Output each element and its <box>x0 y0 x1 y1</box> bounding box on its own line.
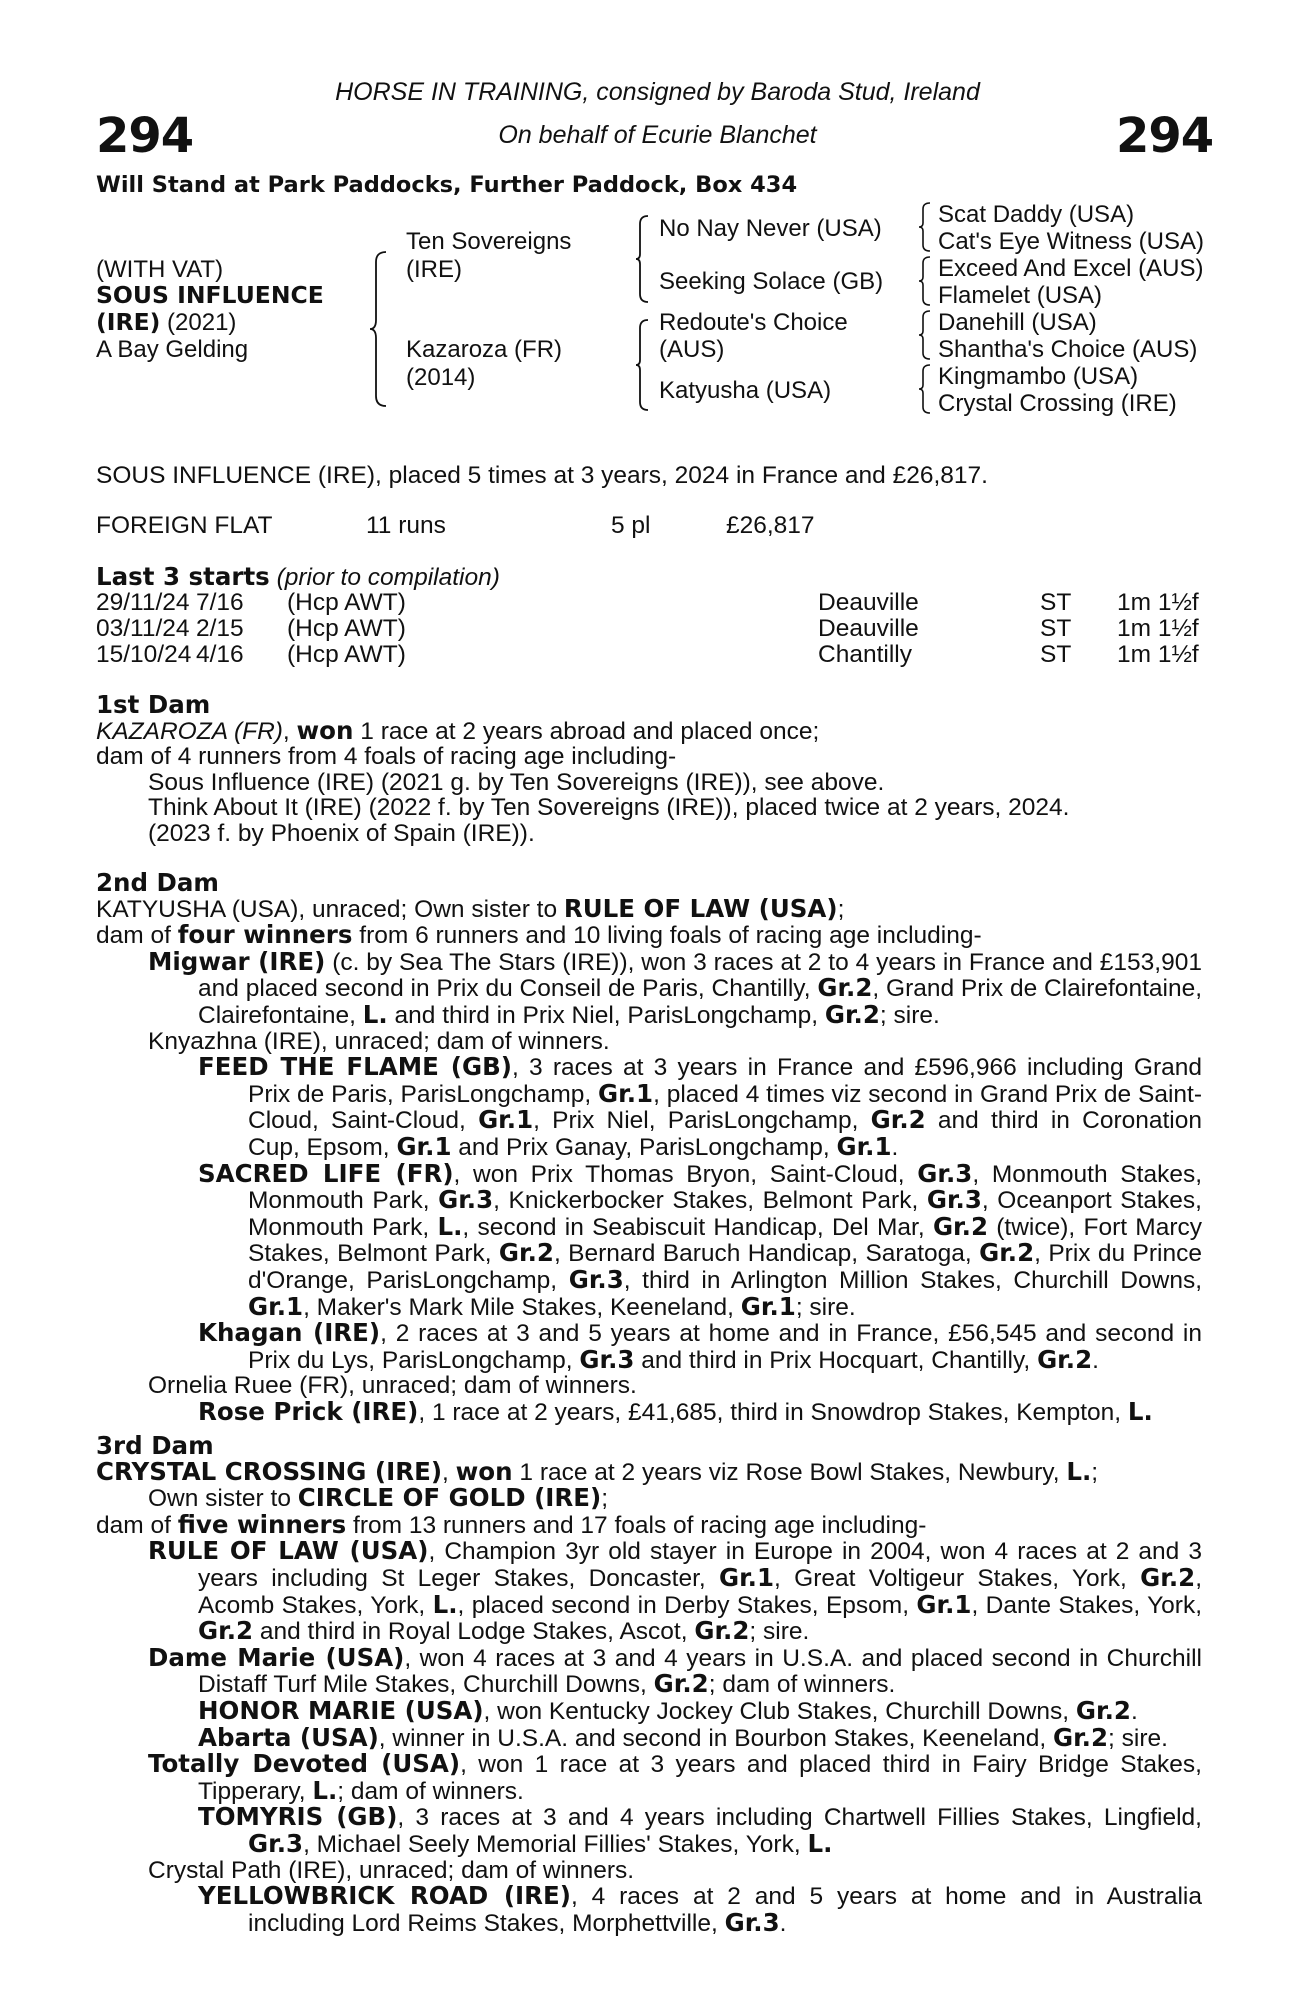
sep: , <box>282 717 297 745</box>
sibling-name: CIRCLE OF GOLD (IRE) <box>297 1483 602 1513</box>
text: dam of <box>96 1511 178 1539</box>
grade: Gr.3 <box>568 1264 624 1294</box>
produce-item: Think About It (IRE) (2022 f. by Ten Sovereigns (IRE)), placed twice at 2 years, 2024. <box>148 794 1070 822</box>
horse-origin: (IRE) <box>96 308 161 336</box>
text: , 2 races at 3 and 5 years at home and in France, £56,545 and second in Prix du Lys, ParisLongchamp, <box>248 1320 1202 1374</box>
lot-number-left: 294 <box>96 108 194 164</box>
text: , Knickerbocker Stakes, Belmont Park, <box>493 1187 927 1215</box>
start-course: Chantilly <box>818 641 912 668</box>
grandsire-2-origin: (AUS) <box>659 336 725 363</box>
produce-item: (2023 f. by Phoenix of Spain (IRE)). <box>148 819 535 847</box>
text: and third in Prix Hocquart, Chantilly, <box>634 1346 1038 1374</box>
record-earnings: £26,817 <box>726 512 815 539</box>
start-race: (Hcp AWT) <box>287 589 406 616</box>
produce-rule-of-law <box>96 1538 1202 1644</box>
grandsire-1: No Nay Never (USA) <box>659 215 882 242</box>
dam-year: (2014) <box>406 364 476 391</box>
sep: , <box>442 1458 456 1486</box>
produce-sacred-life <box>96 1158 1203 1321</box>
third-dam-section <box>96 1433 1202 1936</box>
first-dam-line <box>96 715 1202 745</box>
text: ; sire. <box>749 1618 810 1646</box>
text: , Prix Niel, ParisLongchamp, <box>533 1107 871 1135</box>
text: . <box>1130 1697 1138 1725</box>
text: , Michael Seely Memorial Fillies' Stakes, York, <box>303 1830 808 1858</box>
text: , Prix du Prince d'Orange, ParisLongchamp, <box>248 1240 1202 1294</box>
grade: Gr.2 <box>198 1616 254 1646</box>
record-label: FOREIGN FLAT <box>96 512 273 539</box>
grade: Gr.1 <box>396 1131 452 1161</box>
grade: Gr.2 <box>824 999 880 1029</box>
ggparent-6: Shantha's Choice (AUS) <box>938 336 1198 363</box>
grade: L. <box>362 999 388 1029</box>
grade: Gr.3 <box>248 1828 304 1858</box>
text: , 3 races at 3 and 4 years including Chartwell Fillies Stakes, Lingfield, <box>397 1804 1202 1832</box>
grade: Gr.2 <box>1140 1562 1196 1592</box>
produce-item: Sous Influence (IRE) (2021 g. by Ten Sovereigns (IRE)), see above. <box>148 768 885 796</box>
vat-note: (WITH VAT) <box>96 256 224 283</box>
produce-yellowbrick-road <box>96 1883 1202 1936</box>
grade: Gr.2 <box>870 1105 926 1135</box>
horse-name: FEED THE FLAME (GB) <box>198 1052 512 1082</box>
text: ; sire. <box>879 1001 940 1029</box>
race-summary: SOUS INFLUENCE (IRE), placed 5 times at 3 years, 2024 in France and £26,817. <box>96 462 988 489</box>
text: , Dante Stakes, York, <box>971 1591 1202 1619</box>
grade: Gr.2 <box>817 973 873 1003</box>
horse-name: Totally Devoted (USA) <box>148 1749 461 1779</box>
horse-name: TOMYRIS (GB) <box>198 1802 398 1832</box>
record-runs: 11 runs <box>366 512 446 539</box>
text: and third in Coronation Cup, Epsom, <box>248 1107 1202 1161</box>
sibling-name: RULE OF LAW (USA) <box>563 893 838 923</box>
text: , placed second in Derby Stakes, Epsom, <box>457 1591 917 1619</box>
ggp-brace-2 <box>918 255 932 307</box>
dam-brace <box>634 318 650 412</box>
start-dist: 1m 1½f <box>1117 641 1199 668</box>
start-row <box>96 616 1206 642</box>
horse-name: YELLOWBRICK ROAD (IRE) <box>198 1881 571 1911</box>
text: (twice), Fort Marcy Stakes, Belmont Park, <box>248 1213 1202 1268</box>
text: , 3 races at 3 years in France and £596,966 including Grand Prix de Paris, ParisLongchamp, <box>248 1054 1202 1108</box>
text: , Monmouth Stakes, Monmouth Park, <box>248 1160 1202 1215</box>
grade: Gr.2 <box>498 1238 554 1268</box>
text: and third in Prix Niel, ParisLongchamp, <box>387 1001 825 1029</box>
start-surface: ST <box>1040 615 1072 642</box>
produce-abarta <box>96 1722 1202 1752</box>
text: , Grand Prix de Clairefontaine, Clairefontaine, <box>198 975 1202 1029</box>
text: . <box>1092 1346 1099 1374</box>
text: from 13 runners and 17 foals of racing age including- <box>346 1511 927 1539</box>
start-course: Deauville <box>818 615 919 642</box>
produce-khagan <box>96 1320 1202 1373</box>
last-starts-table <box>96 590 1206 668</box>
produce-tomyris <box>96 1804 1202 1857</box>
won-label: won <box>296 715 354 745</box>
text: and third in Royal Lodge Stakes, Ascot, <box>253 1618 695 1646</box>
sire-brace <box>634 214 650 304</box>
start-surface: ST <box>1040 641 1072 668</box>
horse-name: Migwar (IRE) <box>148 946 326 976</box>
text: , second in Seabiscuit Handicap, Del Mar, <box>462 1213 933 1241</box>
grade: Gr.2 <box>979 1238 1035 1268</box>
sire-origin: (IRE) <box>406 256 462 283</box>
record-placed: 5 pl <box>611 512 651 539</box>
text: Own sister to <box>148 1485 298 1513</box>
text: ; dam of winners. <box>708 1671 896 1699</box>
start-row <box>96 590 1206 616</box>
grade: Gr.3 <box>579 1344 635 1374</box>
second-dam-line <box>96 893 1202 923</box>
grade: L. <box>1127 1396 1153 1426</box>
last-starts-heading <box>96 564 500 591</box>
ggp-brace-1 <box>918 201 932 253</box>
grade: Gr.2 <box>1075 1695 1131 1725</box>
third-dam-produce <box>96 1509 1202 1539</box>
first-dam-produce: dam of 4 runners from 4 foals of racing age including- <box>96 743 677 771</box>
won-label: won <box>455 1456 513 1486</box>
horse-brace <box>368 250 388 408</box>
produce-ornelia: Ornelia Ruee (FR), unraced; dam of winners. <box>148 1372 637 1400</box>
text: , won Kentucky Jockey Club Stakes, Churchill Downs, <box>483 1697 1076 1725</box>
text: , won 4 races at 3 and 4 years in U.S.A. and placed second in Churchill Distaff Turf Mile Stakes, Churchill Downs, <box>198 1644 1202 1699</box>
start-date: 15/10/24 <box>96 641 192 668</box>
grade: Gr.3 <box>917 1158 973 1188</box>
grade: Gr.2 <box>1037 1344 1093 1374</box>
ggparent-4: Flamelet (USA) <box>938 282 1103 309</box>
ggparent-7: Kingmambo (USA) <box>938 363 1139 390</box>
produce-totally-devoted <box>96 1751 1202 1804</box>
last-starts-title: Last 3 starts <box>96 562 270 591</box>
start-race: (Hcp AWT) <box>287 615 406 642</box>
horse-name: SOUS INFLUENCE <box>96 281 324 309</box>
second-dam-title: 2nd Dam <box>96 868 219 897</box>
start-surface: ST <box>1040 589 1072 616</box>
produce-crystal-path: Crystal Path (IRE), unraced; dam of winners. <box>148 1856 635 1884</box>
grade: Gr.1 <box>916 1589 972 1619</box>
start-race: (Hcp AWT) <box>287 641 406 668</box>
first-dam-title: 1st Dam <box>96 690 211 719</box>
grade: Gr.3 <box>926 1185 982 1215</box>
text: ; sire. <box>795 1293 856 1321</box>
horse-name: RULE OF LAW (USA) <box>148 1536 429 1566</box>
grade: Gr.1 <box>248 1291 304 1321</box>
start-date: 03/11/24 <box>96 615 190 642</box>
third-dam-line <box>96 1456 1202 1486</box>
grade: Gr.2 <box>932 1211 988 1241</box>
text: , Bernard Baruch Handicap, Saratoga, <box>553 1240 980 1268</box>
start-dist: 1m 1½f <box>1117 615 1199 642</box>
text: , 1 race at 2 years, £41,685, third in Snowdrop Stakes, Kempton, <box>418 1398 1128 1426</box>
start-pos: 7/16 <box>196 589 244 616</box>
grade: Gr.1 <box>598 1078 654 1108</box>
third-dam-name: CRYSTAL CROSSING (IRE) <box>96 1456 443 1486</box>
start-course: Deauville <box>818 589 919 616</box>
granddam-2: Katyusha (USA) <box>659 377 832 404</box>
first-dam-name: KAZAROZA (FR) <box>96 717 283 745</box>
text: . <box>891 1133 899 1161</box>
horse-year: (2021) <box>167 309 237 336</box>
grade: Gr.1 <box>836 1131 892 1161</box>
start-pos: 2/15 <box>196 615 244 642</box>
ggp-brace-4 <box>918 363 932 415</box>
text: , winner in U.S.A. and second in Bourbon Stakes, Keeneland, <box>378 1724 1053 1752</box>
horse-name: Dame Marie (USA) <box>148 1642 405 1672</box>
text: and Prix Ganay, ParisLongchamp, <box>451 1133 837 1161</box>
produce-knyazhna: Knyazhna (IRE), unraced; dam of winners. <box>148 1027 610 1055</box>
text: , won 1 race at 3 years and placed third in Fairy Bridge Stakes, Tipperary, <box>198 1751 1202 1805</box>
ggparent-2: Cat's Eye Witness (USA) <box>938 228 1204 255</box>
grade: Gr.3 <box>724 1907 780 1937</box>
ggparent-5: Danehill (USA) <box>938 309 1097 336</box>
text: , Great Voltigeur Stakes, York, <box>774 1564 1141 1592</box>
text: ; dam of winners. <box>337 1777 524 1805</box>
grade: L. <box>807 1828 833 1858</box>
horse-name: Khagan (IRE) <box>198 1318 381 1348</box>
start-pos: 4/16 <box>196 641 244 668</box>
text: , Oceanport Stakes, Monmouth Park, <box>248 1187 1202 1241</box>
winners-count: five winners <box>177 1509 347 1539</box>
text: from 6 runners and 10 living foals of racing age including- <box>352 922 982 950</box>
horse-name: HONOR MARIE (USA) <box>198 1695 484 1725</box>
ggparent-3: Exceed And Excel (AUS) <box>938 255 1204 282</box>
horse-origin-year <box>96 309 236 336</box>
first-dam-section <box>96 692 1202 847</box>
text: ; sire. <box>1108 1724 1168 1752</box>
dam-name: Kazaroza (FR) <box>406 336 563 363</box>
horse-name: Rose Prick (IRE) <box>198 1396 419 1426</box>
grade: L. <box>437 1211 463 1241</box>
produce-rose-prick <box>96 1396 1202 1426</box>
second-dam-text: KATYUSHA (USA), unraced; Own sister to <box>96 895 564 923</box>
produce-feed-the-flame <box>96 1054 1202 1160</box>
text: , 4 races at 2 and 5 years at home and in Australia including Lord Reims Stakes, Morphettville, <box>248 1883 1202 1937</box>
grade: Gr.1 <box>740 1291 796 1321</box>
grade: L. <box>312 1775 338 1805</box>
first-dam-record: 1 race at 2 years abroad and placed once; <box>353 717 820 745</box>
text: , won Prix Thomas Bryon, Saint-Cloud, <box>453 1160 918 1188</box>
text: dam of <box>96 922 178 950</box>
text: , third in Arlington Million Stakes, Churchill Downs, <box>623 1266 1203 1294</box>
horse-description: A Bay Gelding <box>96 336 249 363</box>
grade: L. <box>432 1589 458 1619</box>
grade: Gr.1 <box>478 1105 534 1135</box>
sep: ; <box>837 895 845 923</box>
text: 1 race at 2 years viz Rose Bowl Stakes, Newbury, <box>512 1458 1067 1486</box>
consignor-line: HORSE IN TRAINING, consigned by Baroda Stud, Ireland <box>335 78 980 106</box>
winners-count: four winners <box>177 920 353 950</box>
third-dam-title: 3rd Dam <box>96 1431 214 1460</box>
grandsire-2: Redoute's Choice <box>659 309 848 336</box>
start-row <box>96 642 1206 668</box>
horse-name: SACRED LIFE (FR) <box>198 1158 454 1188</box>
grade: Gr.2 <box>694 1616 750 1646</box>
grade: Gr.3 <box>438 1185 494 1215</box>
text: , placed 4 times viz second in Grand Prix de Saint-Cloud, Saint-Cloud, <box>248 1080 1202 1135</box>
sep: ; <box>1091 1458 1099 1486</box>
second-dam-produce <box>96 922 1202 949</box>
produce-honor-marie <box>96 1695 1202 1725</box>
text: . <box>779 1909 787 1937</box>
produce-dame-marie <box>96 1642 1202 1699</box>
text: , Maker's Mark Mile Stakes, Keeneland, <box>303 1293 741 1321</box>
sep: ; <box>601 1485 609 1513</box>
grade: L. <box>1066 1456 1092 1486</box>
produce-migwar <box>96 946 1202 1029</box>
behalf-line: On behalf of Ecurie Blanchet <box>498 121 817 149</box>
granddam-1: Seeking Solace (GB) <box>659 268 884 295</box>
last-starts-note: (prior to compilation) <box>276 564 500 591</box>
grade: Gr.2 <box>653 1669 709 1699</box>
stable-location: Will Stand at Park Paddocks, Further Paddock, Box 434 <box>96 172 798 198</box>
second-dam-section <box>96 870 1202 1425</box>
grade: Gr.1 <box>718 1562 775 1592</box>
text: (c. by Sea The Stars (IRE)), won 3 races at 2 to 4 years in France and £153,901 and placed second in Prix du Conseil de Paris, Chantilly, <box>198 948 1202 1003</box>
lot-number-right: 294 <box>1116 108 1214 164</box>
third-dam-sibling <box>96 1485 1202 1512</box>
start-dist: 1m 1½f <box>1117 589 1199 616</box>
sire-name: Ten Sovereigns <box>406 228 572 255</box>
ggp-brace-3 <box>918 309 932 361</box>
start-date: 29/11/24 <box>96 589 190 616</box>
text: , Acomb Stakes, York, <box>198 1564 1202 1619</box>
ggparent-8: Crystal Crossing (IRE) <box>938 390 1177 417</box>
grade: Gr.2 <box>1052 1722 1109 1752</box>
horse-name: Abarta (USA) <box>198 1722 379 1752</box>
text: , Champion 3yr old stayer in Europe in 2004, won 4 races at 2 and 3 years including St Leger Stakes, Doncaster, <box>198 1538 1203 1592</box>
ggparent-1: Scat Daddy (USA) <box>938 201 1135 228</box>
